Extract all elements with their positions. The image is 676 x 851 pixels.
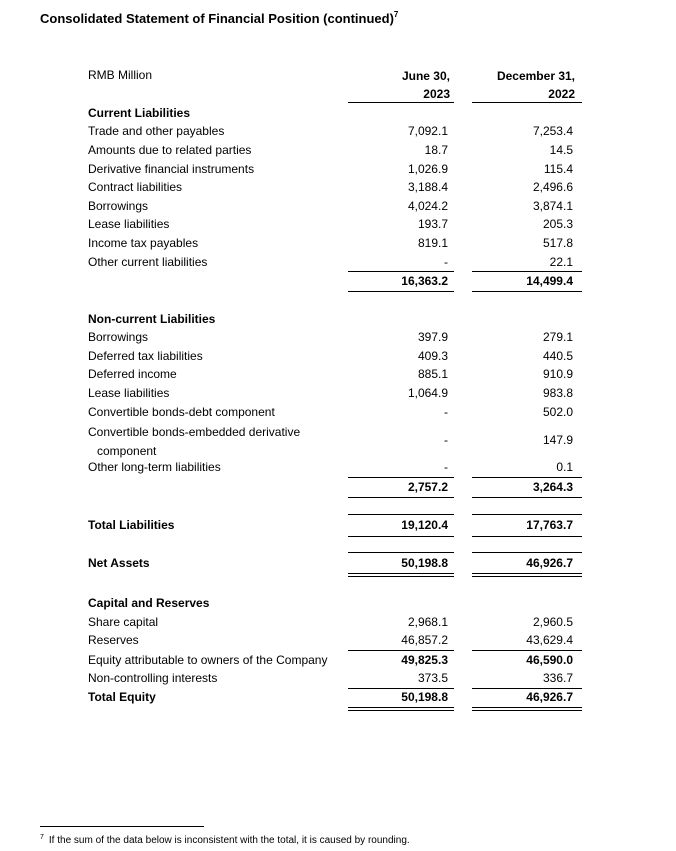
column-header-2022-line2: 2022 [548,87,575,101]
table-row [0,217,676,235]
table-row [0,330,676,348]
row-value-2023: 4,024.2 [407,199,448,213]
unit-label: RMB Million [88,68,153,82]
row-label: Non-controlling interests [88,671,218,685]
footnote-ref: 7 [40,834,44,841]
table-row [0,460,676,478]
row-value-2023: - [444,255,448,269]
table-row [0,124,676,142]
row-label: Net Assets [88,556,150,570]
column-header-2023-line2: 2023 [423,87,450,101]
total-equity-bottom-rule-2023 [348,707,454,708]
row-value-2022: 440.5 [542,349,573,363]
total-value-2023: 16,363.2 [401,274,448,288]
net-assets-top-rule-2023 [348,552,454,553]
row-label: Total Equity [88,690,156,704]
total-equity-bottom-rule-2022 [472,707,582,708]
net-assets-top-rule-2022 [472,552,582,553]
row-value-2022: 7,253.4 [532,124,573,138]
row-label: Derivative financial instruments [88,162,255,176]
row-value-2023: 18.7 [424,143,448,157]
row-value-2023: 7,092.1 [407,124,448,138]
row-value-2022: 46,590.0 [526,653,573,667]
row-label: Lease liabilities [88,217,170,231]
row-value-2022: 43,629.4 [526,633,573,647]
total-value-2022: 14,499.4 [526,274,573,288]
row-value-2023: 19,120.4 [401,518,448,532]
row-value-2023: 885.1 [417,367,448,381]
row-value-2022: 46,926.7 [526,556,573,570]
table-row [0,405,676,423]
row-label: Deferred tax liabilities [88,349,203,363]
total-value-2022: 3,264.3 [532,480,573,494]
column-header-2023 [348,67,450,103]
row-value-2023: 50,198.8 [401,690,448,704]
row-label: Amounts due to related parties [88,143,252,157]
total-equity-row [0,690,676,708]
total-rule-2023 [348,291,454,292]
current-liabilities-total-row [0,274,676,292]
row-value-2023: 409.3 [417,349,448,363]
table-row [0,349,676,367]
table-row [0,386,676,404]
row-value-2022: 2,960.5 [532,615,573,629]
table-row [0,180,676,198]
section-heading-noncurrent-liabilities: Non-current Liabilities [88,312,216,326]
page-title [40,10,398,26]
table-row [0,671,676,689]
net-assets-double-rule-2023 [348,576,454,577]
total-liabilities-row [0,518,676,536]
row-value-2022: 147.9 [542,433,573,447]
row-label [88,423,300,461]
row-value-2022: 17,763.7 [526,518,573,532]
row-value-2022: 502.0 [542,405,573,419]
row-value-2023: 49,825.3 [401,653,448,667]
row-value-2023: - [444,405,448,419]
row-label: Other long-term liabilities [88,460,221,474]
section-heading-capital-reserves: Capital and Reserves [88,596,210,610]
row-value-2022: 14.5 [549,143,573,157]
table-row [0,367,676,385]
row-label: Total Liabilities [88,518,175,532]
row-value-2022: 2,496.6 [532,180,573,194]
footnote [40,834,410,846]
row-value-2023: - [444,433,448,447]
equity-subtotal-rule-2022 [472,650,582,651]
header-rule-2022 [472,102,582,103]
total-value-2023: 2,757.2 [407,480,448,494]
net-assets-bottom-rule-2023 [348,573,454,574]
row-value-2023: 397.9 [417,330,448,344]
total-equity-double-rule-2023 [348,710,454,711]
row-value-2023: 193.7 [417,217,448,231]
row-label: Other current liabilities [88,255,208,269]
row-value-2023: 1,064.9 [407,386,448,400]
total-rule-2022 [472,497,582,498]
column-header-2022-line1: December 31, [496,69,575,83]
total-liabilities-top-rule-2022 [472,514,582,515]
row-value-2023: 46,857.2 [401,633,448,647]
row-value-2022: 46,926.7 [526,690,573,704]
footnote-separator [40,826,204,827]
row-value-2022: 22.1 [549,255,573,269]
subtotal-rule-2022 [472,477,582,478]
row-value-2022: 279.1 [542,330,573,344]
row-value-2023: 3,188.4 [407,180,448,194]
row-label: Equity attributable to owners of the Company [88,653,328,667]
net-assets-bottom-rule-2022 [472,573,582,574]
title-text: Consolidated Statement of Financial Position (continued) [40,11,394,26]
noncurrent-liabilities-total-row [0,480,676,498]
table-row [0,653,676,671]
table-row [0,143,676,161]
title-footnote-ref: 7 [393,10,399,19]
equity-subtotal-rule-2023 [348,650,454,651]
total-rule-2022 [472,291,582,292]
column-header-2023-line1: June 30, [401,69,450,83]
equity-total-rule-2022 [472,688,582,689]
row-value-2023: 2,968.1 [407,615,448,629]
row-value-2022: 205.3 [542,217,573,231]
row-value-2022: 336.7 [542,671,573,685]
table-row [0,633,676,651]
table-row [0,162,676,180]
row-label-line1: Convertible bonds-embedded derivative [88,425,301,439]
subtotal-rule-2022 [472,271,582,272]
row-label: Borrowings [88,199,149,213]
row-label: Income tax payables [88,236,199,250]
row-label: Borrowings [88,330,149,344]
row-value-2023: 819.1 [417,236,448,250]
net-assets-row [0,556,676,574]
table-row [0,199,676,217]
equity-total-rule-2023 [348,688,454,689]
row-value-2023: 50,198.8 [401,556,448,570]
row-value-2022: 910.9 [542,367,573,381]
total-rule-2023 [348,497,454,498]
row-value-2022: 115.4 [543,162,573,176]
row-label: Trade and other payables [88,124,225,138]
row-label: Deferred income [88,367,177,381]
row-label: Share capital [88,615,159,629]
total-liabilities-bottom-rule-2023 [348,536,454,537]
row-label: Lease liabilities [88,386,170,400]
total-liabilities-top-rule-2023 [348,514,454,515]
row-value-2022: 983.8 [542,386,573,400]
section-heading-current-liabilities: Current Liabilities [88,106,191,120]
total-equity-double-rule-2022 [472,710,582,711]
row-label: Convertible bonds-debt component [88,405,275,419]
table-row [0,423,676,461]
subtotal-rule-2023 [348,271,454,272]
total-liabilities-bottom-rule-2022 [472,536,582,537]
table-row [0,236,676,254]
row-value-2022: 3,874.1 [532,199,573,213]
row-value-2022: 517.8 [542,236,573,250]
net-assets-double-rule-2022 [472,576,582,577]
row-label: Reserves [88,633,139,647]
subtotal-rule-2023 [348,477,454,478]
header-rule-2023 [348,102,454,103]
row-value-2022: 0.1 [556,460,573,474]
row-label: Contract liabilities [88,180,183,194]
row-value-2023: 373.5 [417,671,448,685]
row-label-line2: component [97,444,157,458]
row-value-2023: - [444,460,448,474]
row-value-2023: 1,026.9 [407,162,448,176]
column-header-2022 [472,67,575,103]
footnote-text: If the sum of the data below is inconsistent with the total, it is caused by rounding. [48,835,410,846]
table-row [0,615,676,633]
